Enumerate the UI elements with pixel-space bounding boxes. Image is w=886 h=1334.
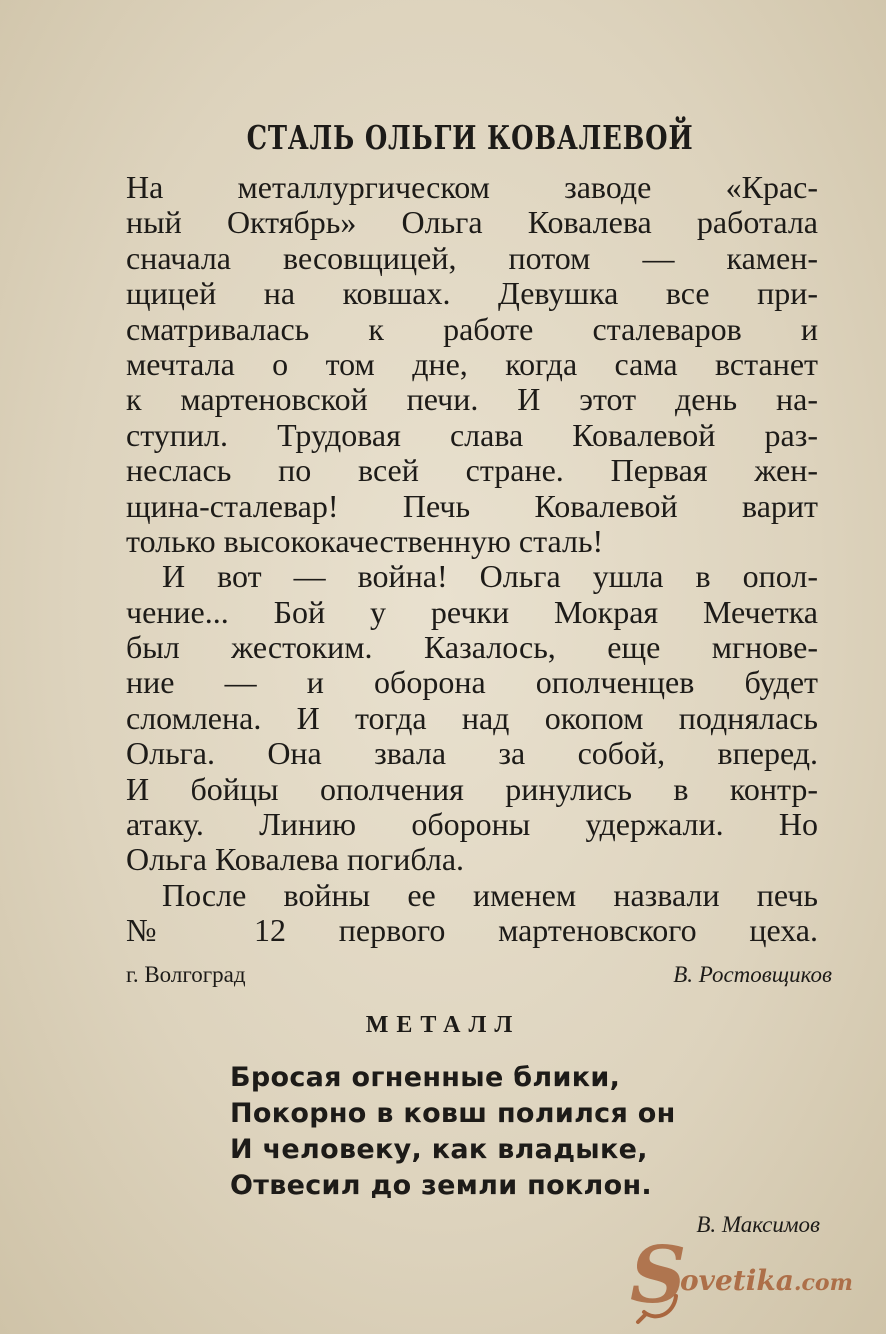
watermark-text <box>680 1264 853 1297</box>
article-line: щина-сталевар! Печь Ковалевой варит <box>126 487 818 524</box>
article-line: На металлургическом заводе «Крас- <box>126 169 818 205</box>
poem-author: В. Максимов <box>696 1212 820 1237</box>
poem-line: Покорно в ковш полился он <box>230 1098 676 1129</box>
article-line: И бойцы ополчения ринулись в контр- <box>126 770 818 807</box>
article-city: г. Волгоград <box>126 962 246 987</box>
article-line: ный Октябрь» Ольга Ковалева работала <box>126 204 818 241</box>
article-line: ступил. Трудовая слава Ковалевой раз- <box>126 416 818 453</box>
article-line: только высококачественную сталь! <box>126 522 604 559</box>
article-author: В. Ростовщиков <box>673 962 832 987</box>
watermark-text-main: ovetika <box>680 1264 794 1297</box>
sovetika-watermark <box>626 1230 853 1326</box>
poem-line: Бросая огненные блики, <box>230 1062 621 1093</box>
article-line: № 12 первого мартеновского цеха. <box>126 912 818 949</box>
article-line: щицей на ковшах. Девушка все при- <box>126 275 818 312</box>
poem-line: И человеку, как владыке, <box>230 1134 648 1165</box>
poem-line: Отвесил до земли поклон. <box>230 1170 652 1201</box>
poem-title: МЕТАЛЛ <box>365 1012 521 1038</box>
article-line: сломлена. И тогда над окопом поднялась <box>126 699 818 736</box>
poem-body <box>230 1060 676 1204</box>
article-title: СТАЛЬ ОЛЬГИ КОВАЛЕВОЙ <box>246 118 694 157</box>
article-line: Ольга Ковалева погибла. <box>126 841 465 878</box>
article-body <box>126 170 818 949</box>
article-line: сначала весовщицей, потом — камен- <box>126 239 818 276</box>
article-line: Ольга. Она звала за собой, вперед. <box>126 735 818 772</box>
article-line: мечтала о том дне, когда сама встанет <box>126 345 818 382</box>
article-line: И вот — война! Ольга ушла в опол- <box>162 558 818 595</box>
article-line: ние — и оборона ополченцев будет <box>126 664 818 701</box>
article-line: сматривалась к работе сталеваров и <box>126 310 818 347</box>
watermark-s: S <box>630 1230 687 1321</box>
article-line: к мартеновской печи. И этот день на- <box>126 381 818 418</box>
article-line: неслась по всей стране. Первая жен- <box>126 452 818 489</box>
watermark-text-domain: .com <box>793 1270 853 1296</box>
article-credits <box>126 962 832 992</box>
article-line: чение... Бой у речки Мокрая Мечетка <box>126 593 818 630</box>
article-line: был жестоким. Казалось, еще мгнове- <box>126 629 818 666</box>
article-line: После войны ее именем назвали печь <box>162 876 818 913</box>
article-line: атаку. Линию обороны удержали. Но <box>126 806 818 843</box>
